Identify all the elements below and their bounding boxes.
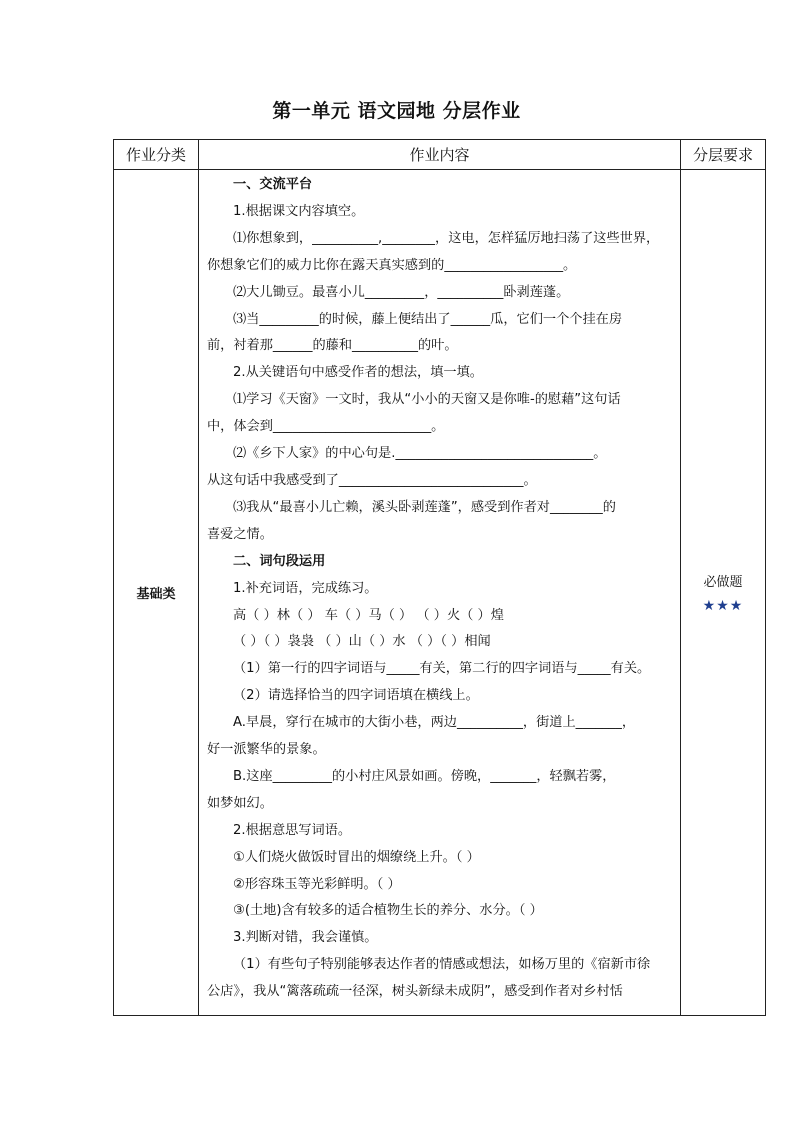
content-line: ①人们烧火做饭时冒出的烟缭绕上升。（ ）	[233, 849, 480, 865]
content-line: B.这座_________的小村庄风景如画。傍晚，_______，轻飘若雾，	[233, 768, 616, 784]
content-line: ⑴学习《天窗》一文时，我从“小小的天窗又是你唯-的慰藉”这句话	[233, 392, 621, 408]
content-cell	[199, 170, 681, 1016]
content-line: 如梦如幻。	[207, 795, 273, 811]
content-line: ③(土地)含有较多的适合植物生长的养分、水分。（ ）	[233, 903, 543, 919]
homework-table	[113, 139, 766, 1016]
page-title: 第一单元 语文园地 分层作业	[272, 100, 521, 122]
requirement-label: 必做题	[703, 575, 743, 590]
content-line: 前，衬着那______的藤和__________的叶。	[207, 338, 458, 354]
table-row	[114, 170, 766, 1016]
content-line: 中，体会到________________________。	[207, 419, 445, 435]
content-line: ⑵《乡下人家》的中心句是.______________________________。	[233, 446, 607, 462]
content-line: A.早晨，穿行在城市的大街小巷，两边__________，街道上_______，	[233, 715, 636, 731]
content-line: 公店》，我从“篱落疏疏一径深，树头新绿未成阴”，感受到作者对乡村恬	[207, 984, 623, 1000]
content-line: （1）第一行的四字词语与_____有关，第二行的四字词语与_____有关。	[233, 661, 651, 677]
content-line: （ ）（ ）袅袅 （ ）山（ ）水 （ ）（ ）相闻	[233, 634, 491, 650]
content-line: 你想象它们的威力比你在露天真实感到的__________________。	[207, 257, 577, 273]
header-content: 作业内容	[199, 140, 681, 170]
header-row	[114, 140, 766, 170]
content-line: ⑶我从“最喜小儿亡赖，溪头卧剥莲蓬”，感受到作者对________的	[233, 499, 616, 515]
content-line: （2）请选择恰当的四字词语填在横线上。	[233, 688, 479, 704]
content-line: 高（ ）林（ ） 车（ ）马（ ） （ ）火（ ）煌	[233, 607, 504, 623]
star-rating-icon: ★★★	[702, 598, 744, 614]
section-heading: 二、词句段运用	[233, 553, 326, 569]
content-line: （1）有些句子特别能够表达作者的情感或想法，如杨万里的《宿新市徐	[233, 957, 651, 973]
content-line: 好一派繁华的景象。	[207, 742, 326, 758]
content-line: 3.判断对错，我会谨慎。	[233, 930, 378, 946]
header-requirement: 分层要求	[681, 140, 766, 170]
content-line: 2.从关键语句中感受作者的想法，填一填。	[233, 365, 483, 381]
section-heading: 一、交流平台	[233, 177, 313, 192]
content-line: 1.补充词语，完成练习。	[233, 580, 378, 596]
content-line: 1.根据课文内容填空。	[233, 203, 365, 219]
content-line: ⑶当_________的时候，藤上便结出了______瓜，它们一个个挂在房	[233, 311, 623, 327]
content-line: 喜爱之情。	[207, 526, 273, 542]
category-cell: 基础类	[114, 170, 199, 1016]
content-line: ⑴你想象到，__________,________，这电，怎样猛厉地扫荡了这些世界，	[233, 230, 660, 246]
content-line: ②形容珠玉等光彩鲜明。（ ）	[233, 876, 401, 892]
content-line: 从这句话中我感受到了____________________________。	[207, 472, 537, 488]
content-line: 2.根据意思写词语。	[233, 822, 352, 838]
requirement-cell	[681, 170, 766, 1016]
header-category: 作业分类	[114, 140, 199, 170]
content-line: ⑵大儿锄豆。最喜小儿_________，__________卧剥莲蓬。	[233, 284, 570, 300]
